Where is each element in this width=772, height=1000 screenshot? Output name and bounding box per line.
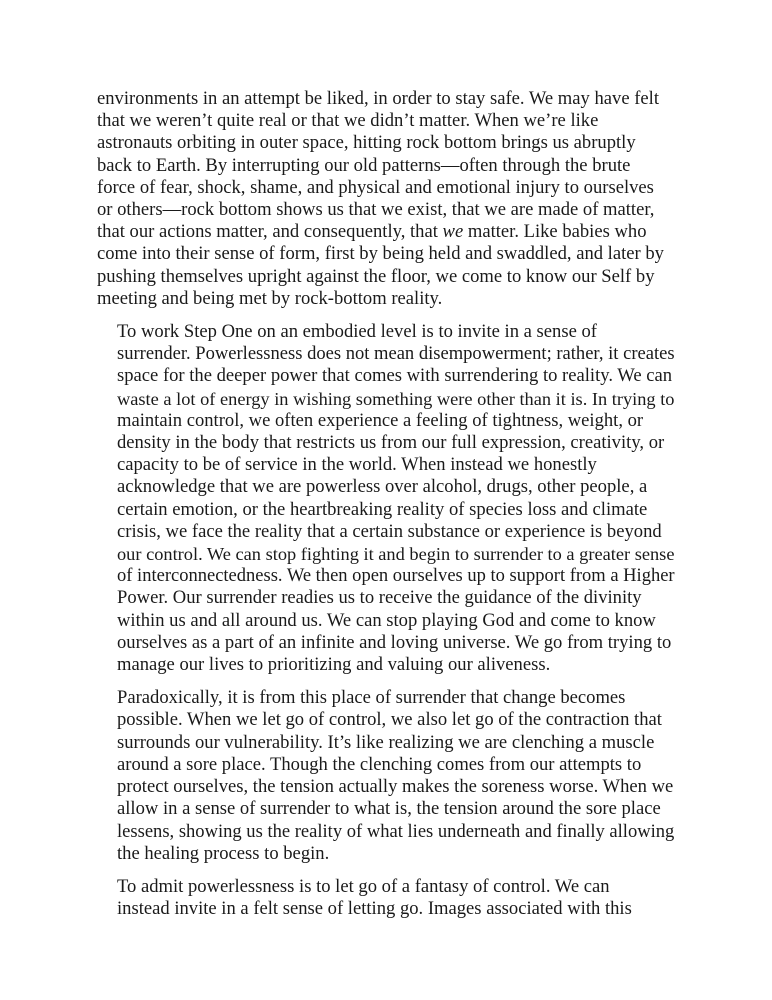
text-line: of interconnectedness. We then open ourselves up to support from a Higher — [117, 565, 675, 587]
text-line: instead invite in a felt sense of letting go. Images associated with this — [117, 898, 632, 920]
text-line: protect ourselves, the tension actually makes the soreness worse. When we — [117, 776, 674, 798]
text-line: density in the body that restricts us from our full expression, creativity, or — [117, 432, 665, 454]
emphasized-word: we — [442, 221, 464, 243]
text-line: manage our lives to prioritizing and valuing our aliveness. — [117, 654, 551, 676]
text-line: around a sore place. Though the clenching comes from our attempts to — [117, 753, 642, 775]
text-line: Power. Our surrender readies us to receive the guidance of the divinity — [117, 587, 642, 609]
text-line: To admit powerlessness is to let go of a fantasy of control. We can — [117, 875, 610, 897]
text-line: meeting and being met by rock-bottom reality. — [97, 287, 443, 309]
text-line: space for the deeper power that comes with surrendering to reality. We can — [117, 365, 673, 387]
text-line: maintain control, we often experience a feeling of tightness, weight, or — [117, 409, 644, 431]
text-line: surrounds our vulnerability. It’s like realizing we are clenching a muscle — [117, 731, 655, 753]
text-line: crisis, we face the reality that a certain substance or experience is beyond — [117, 520, 662, 542]
text-line: our control. We can stop fighting it and begin to surrender to a greater sense — [117, 544, 675, 565]
text-line: allow in a sense of surrender to what is, the tension around the sore place — [117, 798, 661, 820]
text-line: force of fear, shock, shame, and physical and emotional injury to ourselves — [97, 176, 654, 198]
text-line: pushing themselves upright against the floor, we come to know our Self by — [97, 265, 655, 287]
paragraph-step-one — [97, 321, 675, 676]
text-line: ourselves as a part of an infinite and loving universe. We go from trying to — [117, 631, 672, 653]
text-line: capacity to be of service in the world. When instead we honestly — [117, 454, 597, 476]
paragraph-rock-bottom — [97, 88, 675, 310]
text-segment: matter. Like babies who — [463, 221, 647, 243]
text-line: within us and all around us. We can stop playing God and come to know — [117, 609, 656, 631]
text-line: astronauts orbiting in outer space, hitting rock bottom brings us abruptly — [97, 132, 636, 154]
document-page — [97, 88, 675, 931]
paragraph-paradox — [97, 687, 675, 865]
text-line: environments in an attempt be liked, in order to stay safe. We may have felt — [97, 88, 659, 109]
text-line: back to Earth. By interrupting our old patterns—often through the brute — [97, 154, 631, 176]
text-line: or others—rock bottom shows us that we exist, that we are made of matter, — [97, 199, 655, 221]
text-line: surrender. Powerlessness does not mean disempowerment; rather, it creates — [117, 343, 675, 365]
paragraph-powerlessness — [97, 876, 675, 920]
text-line: the healing process to begin. — [117, 842, 330, 864]
text-line: acknowledge that we are powerless over alcohol, drugs, other people, a — [117, 476, 648, 498]
text-line: waste a lot of energy in wishing something were other than it is. In trying to — [117, 388, 675, 409]
text-line-emphasis — [97, 221, 675, 243]
text-line: come into their sense of form, first by being held and swaddled, and later by — [97, 243, 664, 265]
text-line: possible. When we let go of control, we also let go of the contraction that — [117, 709, 662, 731]
text-line: Paradoxically, it is from this place of surrender that change becomes — [117, 687, 626, 709]
text-line: To work Step One on an embodied level is to invite in a sense of — [117, 321, 597, 343]
text-line: certain emotion, or the heartbreaking reality of species loss and climate — [117, 498, 648, 520]
text-line: lessens, showing us the reality of what lies underneath and finally allowing — [117, 820, 675, 842]
text-line: that we weren’t quite real or that we didn’t matter. When we’re like — [97, 110, 599, 132]
text-segment: that our actions matter, and consequently, that — [97, 221, 443, 243]
